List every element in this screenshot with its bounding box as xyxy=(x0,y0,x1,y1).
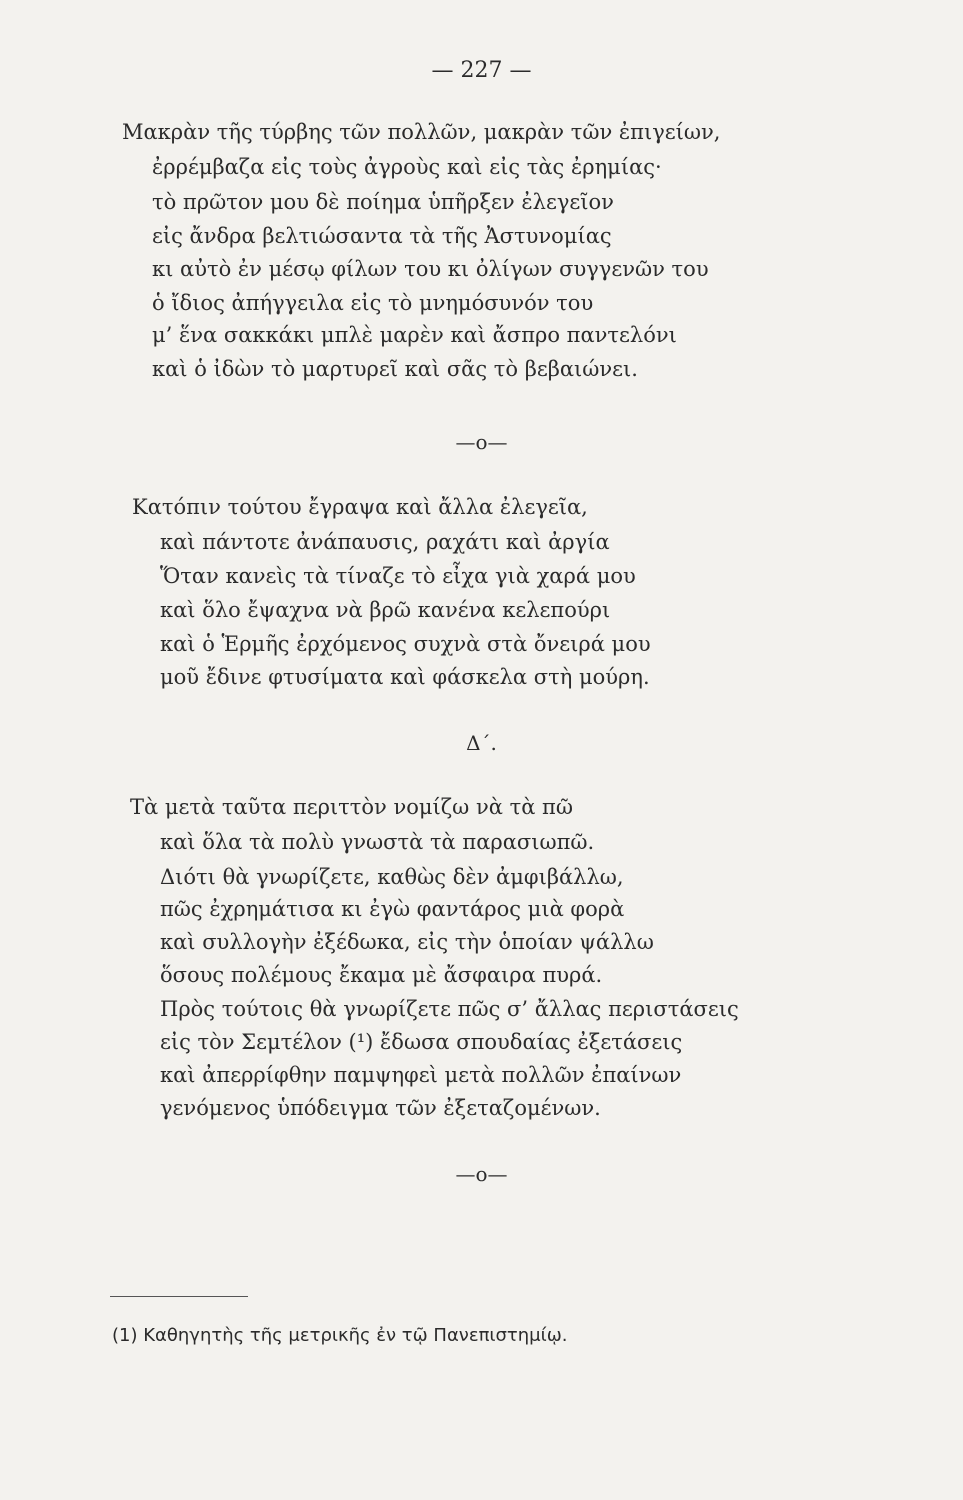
verse-line: κι αὐτὸ ἐν μέσῳ φίλων του κι ὀλίγων συγγενῶν του xyxy=(152,257,709,281)
verse-line: Κατόπιν τούτου ἔγραψα καὶ ἄλλα ἐλεγεῖα, xyxy=(132,495,588,519)
verse-line: καὶ ὅλο ἔψαχνα νὰ βρῶ κανένα κελεπούρι xyxy=(160,598,611,622)
footnote-rule xyxy=(110,1296,248,1297)
verse-line: μοῦ ἔδινε φτυσίματα καὶ φάσκελα στὴ μούρη. xyxy=(160,665,650,689)
verse-line: ὅσους πολέμους ἔκαμα μὲ ἄσφαιρα πυρά. xyxy=(160,963,603,987)
verse-line: Διότι θὰ γνωρίζετε, καθὼς δὲν ἀμφιβάλλω, xyxy=(160,865,624,889)
page-number: — 227 — xyxy=(431,58,532,83)
verse-line: καὶ ἀπερρίφθην παμψηφεὶ μετὰ πολλῶν ἐπαίνων xyxy=(160,1063,682,1087)
verse-line: ἐρρέμβαζα εἰς τοὺς ἀγροὺς καὶ εἰς τὰς ἐρημίας· xyxy=(152,155,662,179)
verse-line: καὶ ὁ Ἑρμῆς ἐρχόμενος συχνὰ στὰ ὄνειρά μου xyxy=(160,632,651,656)
verse-line: καὶ πάντοτε ἀνάπαυσις, ραχάτι καὶ ἀργία xyxy=(160,530,610,554)
verse-line: μ’ ἕνα σακκάκι μπλὲ μαρὲν καὶ ἄσπρο παντελόνι xyxy=(152,323,677,347)
verse-line: γενόμενος ὑπόδειγμα τῶν ἐξεταζομένων. xyxy=(160,1096,601,1120)
verse-line: καὶ συλλογὴν ἐξέδωκα, εἰς τὴν ὁποίαν ψάλλω xyxy=(160,930,654,954)
footnote-marker: (¹) xyxy=(348,1030,374,1054)
verse-text: εἰς τὸν Σεμτέλον xyxy=(160,1030,342,1054)
verse-line: Μακρὰν τῆς τύρβης τῶν πολλῶν, μακρὰν τῶν ἐπιγείων, xyxy=(122,120,721,144)
verse-line: ὁ ἴδιος ἀπήγγειλα εἰς τὸ μνημόσυνόν του xyxy=(152,291,594,315)
verse-line: Πρὸς τούτοις θὰ γνωρίζετε πῶς σ’ ἄλλας περιστάσεις xyxy=(160,997,739,1021)
verse-text: ἔδωσα σπουδαίας ἐξετάσεις xyxy=(380,1030,683,1054)
section-heading: Δ΄. xyxy=(466,731,497,755)
separator: —o— xyxy=(455,1162,508,1186)
verse-line-with-footnote xyxy=(160,1032,682,1053)
verse-line: τὸ πρῶτον μου δὲ ποίημα ὑπῆρξεν ἐλεγεῖον xyxy=(152,190,614,214)
verse-line: Ὅταν κανεὶς τὰ τίναζε τὸ εἶχα γιὰ χαρά μου xyxy=(160,564,636,588)
verse-line: καὶ ὁ ἰδὼν τὸ μαρτυρεῖ καὶ σᾶς τὸ βεβαιώνει. xyxy=(152,357,638,381)
verse-line: Τὰ μετὰ ταῦτα περιττὸν νομίζω νὰ τὰ πῶ xyxy=(130,795,573,819)
footnote: (1) Καθηγητὴς τῆς μετρικῆς ἐν τῷ Πανεπιστημίῳ. xyxy=(112,1325,568,1346)
verse-line: πῶς ἐχρημάτισα κι ἐγὼ φαντάρος μιὰ φορὰ xyxy=(160,897,625,921)
verse-line: καὶ ὅλα τὰ πολὺ γνωστὰ τὰ παρασιωπῶ. xyxy=(160,830,595,854)
separator: —o— xyxy=(455,430,508,454)
verse-line: εἰς ἄνδρα βελτιώσαντα τὰ τῆς Ἀστυνομίας xyxy=(152,224,612,248)
